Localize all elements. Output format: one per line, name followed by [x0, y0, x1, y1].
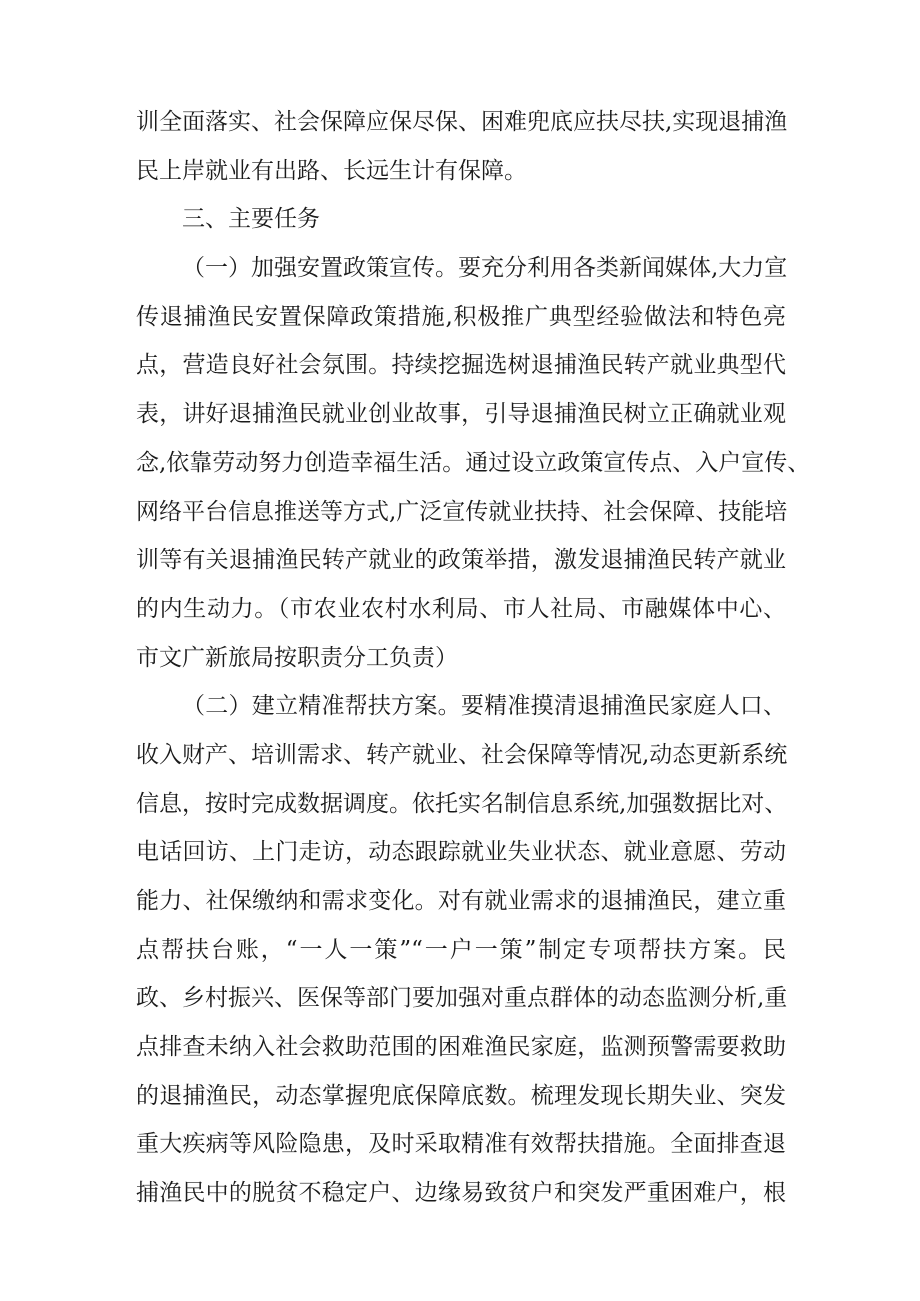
text-line: 能力、社保缴纳和需求变化。对有就业需求的退捕渔民，建立重	[136, 888, 786, 914]
text-line: 传退捕渔民安置保障政策措施,积极推广典型经验做法和特色亮	[136, 303, 786, 330]
text-line: 收入财产、培训需求、转产就业、社会保障等情况,动态更新系统	[136, 741, 788, 768]
text-line: 点排查未纳入社会救助范围的困难渔民家庭，监测预警需要救助	[136, 1034, 786, 1061]
text-line: 捕渔民中的脱贫不稳定户、边缘易致贫户和突发严重困难户，根	[136, 1180, 786, 1207]
text-line: 训全面落实、社会保障应保尽保、困难兜底应扶尽扶,实现退捕渔	[136, 109, 788, 135]
text-line: 电话回访、上门走访，动态跟踪就业失业状态、就业意愿、劳动	[136, 839, 786, 866]
paragraph-policy-publicity	[136, 244, 811, 682]
text-line: 表，讲好退捕渔民就业创业故事，引导退捕渔民树立正确就业观	[136, 401, 786, 428]
document-body	[136, 98, 811, 1218]
text-line: 政、乡村振兴、医保等部门要加强对重点群体的动态监测分析,重	[136, 985, 788, 1012]
text-line: 点帮扶台账，“一人一策”“一户一策”制定专项帮扶方案。民	[136, 936, 786, 963]
text-line: 的退捕渔民，动态掌握兜底保障底数。梳理发现长期失业、突发	[136, 1082, 786, 1109]
text-line: 重大疾病等风险隐患，及时采取精准有效帮扶措施。全面排查退	[136, 1131, 786, 1158]
text-line: 训等有关退捕渔民转产就业的政策举措，激发退捕渔民转产就业	[136, 547, 786, 574]
paragraph-assistance-plan	[136, 682, 786, 1218]
section-heading: 三、主要任务	[182, 206, 320, 233]
text-line: 市文广新旅局按职责分工负责）	[136, 644, 458, 671]
text-line: 念,依靠劳动努力创造幸福生活。通过设立政策宣传点、入户宣传、	[136, 449, 811, 476]
intro-paragraph	[136, 98, 786, 195]
text-line: 点，营造良好社会氛围。持续挖掘选树退捕渔民转产就业典型代	[136, 352, 786, 379]
text-line: 信息，按时完成数据调度。依托实名制信息系统,加强数据比对、	[136, 790, 788, 817]
text-line: 民上岸就业有出路、长远生计有保障。	[136, 157, 527, 184]
text-line: （一）加强安置政策宣传。要充分利用各类新闻媒体,大力宣	[182, 255, 788, 282]
text-line: 的内生动力。（市农业农村水利局、市人社局、市融媒体中心、	[136, 595, 786, 622]
text-line: （二）建立精准帮扶方案。要精准摸清退捕渔民家庭人口、	[182, 693, 786, 720]
text-line: 网络平台信息推送等方式,广泛宣传就业扶持、社会保障、技能培	[136, 498, 788, 525]
